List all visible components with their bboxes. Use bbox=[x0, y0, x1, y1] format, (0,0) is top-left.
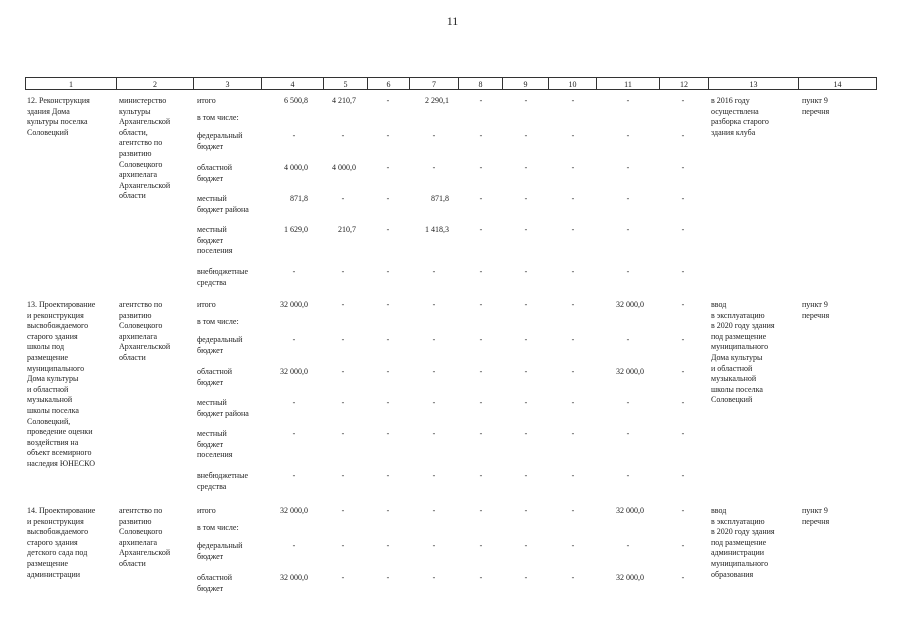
funding-value: - bbox=[432, 398, 436, 407]
funding-value: - bbox=[681, 471, 685, 480]
funding-value: - bbox=[292, 471, 296, 480]
funding-value: - bbox=[524, 267, 528, 276]
funding-value: - bbox=[626, 471, 630, 480]
column-header: 1 bbox=[25, 77, 117, 90]
funding-value: - bbox=[571, 429, 575, 438]
page-number: 11 bbox=[446, 14, 459, 28]
funding-value: - bbox=[341, 300, 345, 309]
funding-value: - bbox=[341, 194, 345, 203]
funding-value: - bbox=[681, 335, 685, 344]
funding-source: местный бюджет района bbox=[197, 194, 249, 214]
funding-value: - bbox=[524, 429, 528, 438]
funding-value: - bbox=[432, 300, 436, 309]
funding-value: - bbox=[479, 194, 483, 203]
funding-value: - bbox=[341, 541, 345, 550]
funding-value: - bbox=[341, 267, 345, 276]
column-header: 2 bbox=[117, 77, 194, 90]
funding-value: - bbox=[432, 367, 436, 376]
funding-value: - bbox=[571, 367, 575, 376]
funding-value: - bbox=[341, 367, 345, 376]
funding-value: - bbox=[524, 163, 528, 172]
funding-source: итого bbox=[197, 506, 216, 515]
funding-value: - bbox=[571, 398, 575, 407]
funding-value: - bbox=[386, 335, 390, 344]
funding-value: - bbox=[524, 541, 528, 550]
funding-value: - bbox=[479, 506, 483, 515]
funding-source: местный бюджет поселения bbox=[197, 429, 233, 460]
project-name: 13. Проектирование и реконструкция высвобождаемого старого здания школы под размещение муниципального Дома культуры и областной музыкальной школы поселка Соловецкий, проведение оценки воздействия на объект всемирного наследия ЮНЕСКО bbox=[27, 300, 96, 468]
funding-value: - bbox=[432, 163, 436, 172]
funding-source: местный бюджет поселения bbox=[197, 225, 233, 256]
funding-value: - bbox=[571, 541, 575, 550]
funding-source: федеральный бюджет bbox=[197, 131, 243, 151]
funding-value: - bbox=[292, 131, 296, 140]
column-header: 8 bbox=[459, 77, 503, 90]
funding-value: 871,8 bbox=[290, 194, 308, 203]
funding-value: - bbox=[626, 225, 630, 234]
funding-value: - bbox=[341, 573, 345, 582]
funding-value: - bbox=[681, 267, 685, 276]
funding-value: - bbox=[681, 429, 685, 438]
funding-source: областной бюджет bbox=[197, 163, 233, 183]
funding-value: - bbox=[571, 96, 575, 105]
funding-value: - bbox=[386, 429, 390, 438]
funding-value: - bbox=[479, 573, 483, 582]
funding-value: - bbox=[479, 96, 483, 105]
funding-value: - bbox=[681, 300, 685, 309]
funding-value: - bbox=[386, 96, 390, 105]
funding-value: - bbox=[479, 267, 483, 276]
funding-value: - bbox=[479, 429, 483, 438]
funding-value: 32 000,0 bbox=[280, 367, 308, 376]
funding-value: - bbox=[479, 335, 483, 344]
funding-value: 32 000,0 bbox=[280, 506, 308, 515]
funding-value: - bbox=[479, 367, 483, 376]
funding-value: - bbox=[571, 573, 575, 582]
funding-source: федеральный бюджет bbox=[197, 541, 243, 561]
funding-value: 1 629,0 bbox=[284, 225, 308, 234]
funding-value: - bbox=[626, 429, 630, 438]
funding-value: - bbox=[571, 335, 575, 344]
funding-value: - bbox=[681, 96, 685, 105]
column-header: 6 bbox=[368, 77, 410, 90]
funding-value: - bbox=[626, 96, 630, 105]
funding-value: - bbox=[341, 506, 345, 515]
column-header: 13 bbox=[709, 77, 799, 90]
funding-source: внебюджетные средства bbox=[197, 267, 248, 287]
expected-result: в 2016 году осуществлена разборка старого здания клуба bbox=[711, 96, 769, 137]
funding-value: - bbox=[571, 506, 575, 515]
funding-value: - bbox=[341, 429, 345, 438]
funding-value: - bbox=[681, 367, 685, 376]
column-header: 7 bbox=[410, 77, 459, 90]
funding-value: - bbox=[681, 163, 685, 172]
funding-value: - bbox=[479, 225, 483, 234]
funding-value: - bbox=[681, 573, 685, 582]
funding-value: - bbox=[432, 429, 436, 438]
funding-value: 871,8 bbox=[431, 194, 449, 203]
funding-value: - bbox=[386, 267, 390, 276]
funding-value: - bbox=[432, 267, 436, 276]
funding-value: - bbox=[626, 398, 630, 407]
funding-value: - bbox=[524, 300, 528, 309]
funding-value: - bbox=[681, 506, 685, 515]
funding-value: 2 290,1 bbox=[425, 96, 449, 105]
project-name: 12. Реконструкция здания Дома культуры поселка Соловецкий bbox=[27, 96, 90, 137]
funding-value: - bbox=[681, 194, 685, 203]
funding-value: - bbox=[479, 471, 483, 480]
funding-value: - bbox=[386, 225, 390, 234]
funding-value: 6 500,8 bbox=[284, 96, 308, 105]
funding-value: - bbox=[386, 541, 390, 550]
funding-value: 32 000,0 bbox=[280, 573, 308, 582]
funding-value: 4 000,0 bbox=[332, 163, 356, 172]
funding-value: - bbox=[524, 131, 528, 140]
funding-value: - bbox=[524, 335, 528, 344]
reference: пункт 9 перечня bbox=[802, 96, 830, 116]
funding-value: - bbox=[479, 300, 483, 309]
funding-source: местный бюджет района bbox=[197, 398, 249, 418]
funding-value: - bbox=[386, 398, 390, 407]
funding-value: - bbox=[386, 367, 390, 376]
funding-value: - bbox=[681, 225, 685, 234]
reference: пункт 9 перечня bbox=[802, 300, 830, 320]
funding-value: - bbox=[432, 471, 436, 480]
funding-value: - bbox=[341, 131, 345, 140]
funding-value: - bbox=[571, 300, 575, 309]
table-header bbox=[25, 77, 877, 90]
funding-value: - bbox=[524, 367, 528, 376]
expected-result: ввод в эксплуатацию в 2020 году здания под размещение муниципального Дома культуры и областной музыкальной школы поселка Соловецкий bbox=[711, 300, 775, 405]
funding-source: областной бюджет bbox=[197, 367, 233, 387]
expected-result: ввод в эксплуатацию в 2020 году здания под размещение администрации муниципального образования bbox=[711, 506, 775, 579]
funding-source: итого bbox=[197, 300, 216, 309]
funding-value: - bbox=[626, 194, 630, 203]
funding-value: - bbox=[432, 506, 436, 515]
funding-value: 210,7 bbox=[338, 225, 356, 234]
funding-value: - bbox=[681, 131, 685, 140]
funding-value: 32 000,0 bbox=[280, 300, 308, 309]
funding-value: - bbox=[341, 398, 345, 407]
funding-value: - bbox=[524, 398, 528, 407]
funding-value: 1 418,3 bbox=[425, 225, 449, 234]
funding-value: - bbox=[626, 335, 630, 344]
funding-value: - bbox=[524, 506, 528, 515]
funding-value: - bbox=[292, 429, 296, 438]
responsible-org: агентство по развитию Соловецкого архипелага Архангельской области bbox=[119, 300, 171, 362]
funding-value: - bbox=[524, 225, 528, 234]
funding-value: - bbox=[626, 131, 630, 140]
funding-value: - bbox=[626, 163, 630, 172]
funding-value: 32 000,0 bbox=[616, 506, 644, 515]
column-header: 4 bbox=[262, 77, 324, 90]
funding-value: - bbox=[479, 398, 483, 407]
funding-value: - bbox=[386, 194, 390, 203]
column-header: 3 bbox=[194, 77, 262, 90]
funding-value: - bbox=[432, 573, 436, 582]
funding-value: - bbox=[432, 131, 436, 140]
funding-value: - bbox=[571, 163, 575, 172]
funding-source: внебюджетные средства bbox=[197, 471, 248, 491]
funding-value: 32 000,0 bbox=[616, 367, 644, 376]
responsible-org: агентство по развитию Соловецкого архипелага Архангельской области bbox=[119, 506, 171, 568]
funding-source: областной бюджет bbox=[197, 573, 233, 593]
funding-value: - bbox=[524, 96, 528, 105]
column-header: 5 bbox=[324, 77, 368, 90]
funding-value: - bbox=[432, 335, 436, 344]
reference: пункт 9 перечня bbox=[802, 506, 830, 526]
funding-source: в том числе: bbox=[197, 523, 239, 532]
funding-value: 4 000,0 bbox=[284, 163, 308, 172]
funding-value: - bbox=[479, 541, 483, 550]
funding-value: - bbox=[681, 541, 685, 550]
funding-value: - bbox=[524, 194, 528, 203]
funding-value: - bbox=[341, 471, 345, 480]
funding-value: - bbox=[386, 131, 390, 140]
funding-value: - bbox=[571, 225, 575, 234]
column-header: 11 bbox=[597, 77, 660, 90]
funding-value: - bbox=[571, 131, 575, 140]
column-header: 9 bbox=[503, 77, 549, 90]
funding-value: - bbox=[681, 398, 685, 407]
funding-value: - bbox=[386, 471, 390, 480]
funding-source: федеральный бюджет bbox=[197, 335, 243, 355]
funding-value: - bbox=[479, 131, 483, 140]
funding-value: - bbox=[626, 267, 630, 276]
responsible-org: министерство культуры Архангельской области, агентство по развитию Соловецкого архипелага Архангельской области bbox=[119, 96, 171, 201]
funding-value: - bbox=[292, 335, 296, 344]
funding-value: - bbox=[524, 471, 528, 480]
funding-value: - bbox=[292, 398, 296, 407]
funding-value: - bbox=[571, 471, 575, 480]
funding-value: - bbox=[292, 541, 296, 550]
funding-value: - bbox=[571, 267, 575, 276]
column-header: 14 bbox=[799, 77, 877, 90]
funding-value: - bbox=[341, 335, 345, 344]
column-header: 12 bbox=[660, 77, 709, 90]
funding-value: - bbox=[524, 573, 528, 582]
funding-source: итого bbox=[197, 96, 216, 105]
funding-value: 32 000,0 bbox=[616, 573, 644, 582]
funding-value: 32 000,0 bbox=[616, 300, 644, 309]
funding-value: - bbox=[386, 300, 390, 309]
funding-value: - bbox=[479, 163, 483, 172]
project-name: 14. Проектирование и реконструкция высвобождаемого старого здания детского сада под размещение администрации bbox=[27, 506, 96, 579]
funding-value: - bbox=[386, 506, 390, 515]
funding-value: - bbox=[626, 541, 630, 550]
column-header: 10 bbox=[549, 77, 597, 90]
funding-source: в том числе: bbox=[197, 113, 239, 122]
funding-value: - bbox=[292, 267, 296, 276]
funding-value: 4 210,7 bbox=[332, 96, 356, 105]
funding-value: - bbox=[432, 541, 436, 550]
funding-value: - bbox=[386, 163, 390, 172]
funding-value: - bbox=[571, 194, 575, 203]
funding-source: в том числе: bbox=[197, 317, 239, 326]
funding-value: - bbox=[386, 573, 390, 582]
